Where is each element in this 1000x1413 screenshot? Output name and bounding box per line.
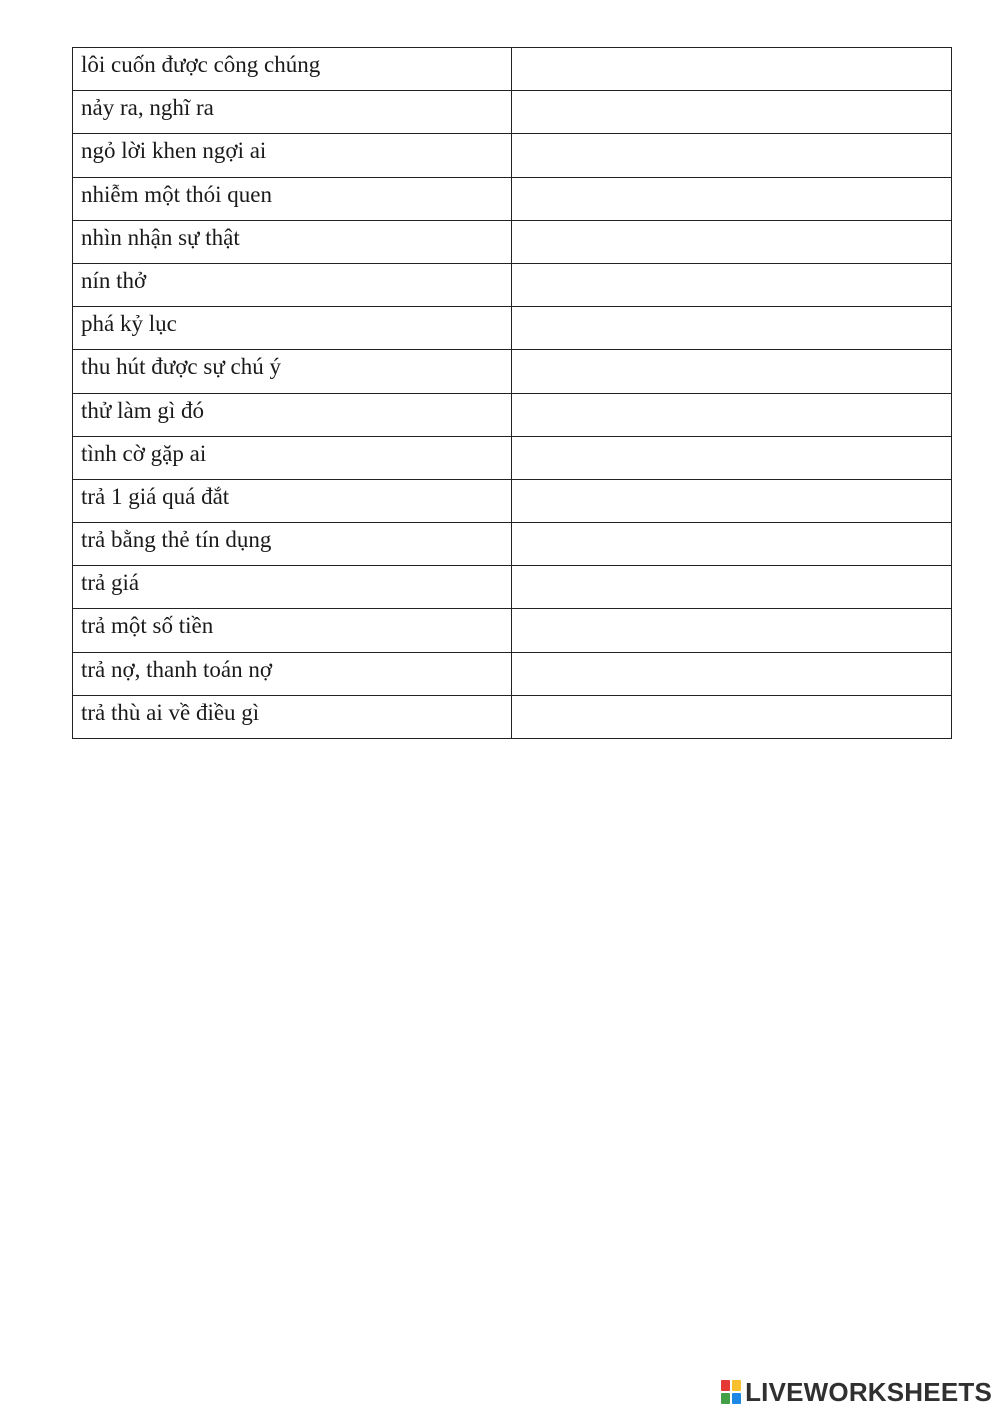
- answer-cell[interactable]: [512, 220, 952, 263]
- term-cell: nín thở: [73, 263, 512, 306]
- logo-block-e: [732, 1393, 741, 1404]
- table-row: [73, 307, 952, 350]
- term-cell: trả một số tiền: [73, 609, 512, 652]
- table-row: [73, 393, 952, 436]
- table-row: [73, 48, 952, 91]
- logo-block-l: [721, 1380, 730, 1391]
- table-row: [73, 220, 952, 263]
- table-row: [73, 134, 952, 177]
- answer-cell[interactable]: [512, 436, 952, 479]
- term-cell: nảy ra, nghĩ ra: [73, 91, 512, 134]
- answer-cell[interactable]: [512, 695, 952, 738]
- answer-cell[interactable]: [512, 609, 952, 652]
- liveworksheets-branding: [720, 1377, 992, 1407]
- table-row: [73, 609, 952, 652]
- table-row: [73, 436, 952, 479]
- term-cell: trả bằng thẻ tín dụng: [73, 523, 512, 566]
- answer-cell[interactable]: [512, 393, 952, 436]
- vocabulary-table-body: [73, 48, 952, 739]
- term-cell: trả 1 giá quá đắt: [73, 479, 512, 522]
- answer-cell[interactable]: [512, 134, 952, 177]
- term-cell: trả nợ, thanh toán nợ: [73, 652, 512, 695]
- term-cell: tình cờ gặp ai: [73, 436, 512, 479]
- answer-cell[interactable]: [512, 479, 952, 522]
- table-row: [73, 523, 952, 566]
- term-cell: lôi cuốn được công chúng: [73, 48, 512, 91]
- logo-block-i: [732, 1380, 741, 1391]
- answer-cell[interactable]: [512, 652, 952, 695]
- answer-cell[interactable]: [512, 566, 952, 609]
- table-row: [73, 566, 952, 609]
- answer-cell[interactable]: [512, 523, 952, 566]
- table-row: [73, 652, 952, 695]
- table-row: [73, 695, 952, 738]
- table-row: [73, 177, 952, 220]
- table-row: [73, 263, 952, 306]
- liveworksheets-logo-icon: [720, 1379, 742, 1405]
- vocabulary-table: [72, 47, 952, 739]
- logo-block-v: [721, 1393, 730, 1404]
- table-row: [73, 91, 952, 134]
- answer-cell[interactable]: [512, 48, 952, 91]
- term-cell: nhìn nhận sự thật: [73, 220, 512, 263]
- answer-cell[interactable]: [512, 350, 952, 393]
- term-cell: trả thù ai về điều gì: [73, 695, 512, 738]
- liveworksheets-wordmark: LIVEWORKSHEETS: [745, 1377, 992, 1407]
- term-cell: thử làm gì đó: [73, 393, 512, 436]
- answer-cell[interactable]: [512, 263, 952, 306]
- term-cell: trả giá: [73, 566, 512, 609]
- term-cell: nhiễm một thói quen: [73, 177, 512, 220]
- table-row: [73, 479, 952, 522]
- term-cell: phá kỷ lục: [73, 307, 512, 350]
- term-cell: thu hút được sự chú ý: [73, 350, 512, 393]
- answer-cell[interactable]: [512, 177, 952, 220]
- answer-cell[interactable]: [512, 307, 952, 350]
- answer-cell[interactable]: [512, 91, 952, 134]
- table-row: [73, 350, 952, 393]
- term-cell: ngỏ lời khen ngợi ai: [73, 134, 512, 177]
